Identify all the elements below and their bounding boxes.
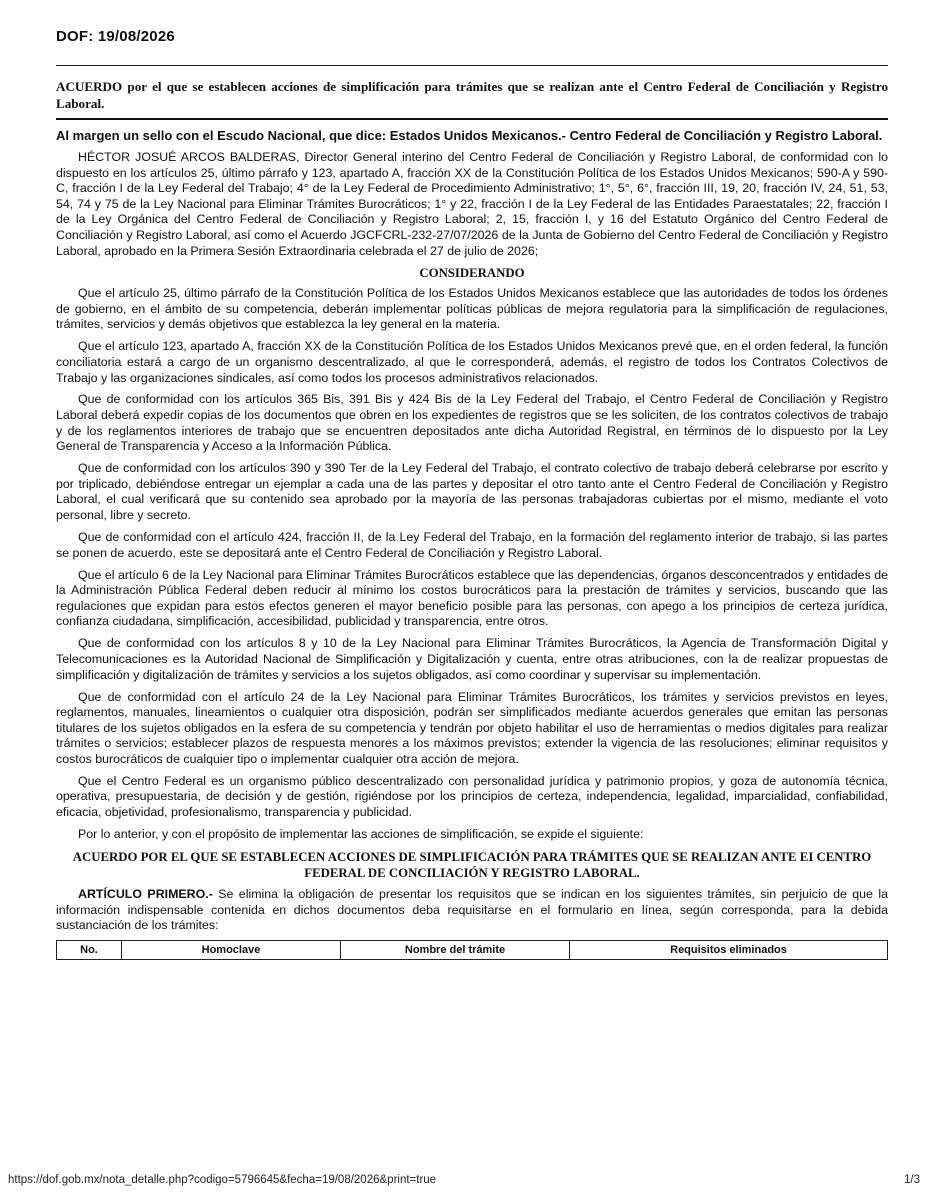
document-page xyxy=(56,28,888,960)
dof-date-header: DOF: 19/08/2026 xyxy=(56,28,175,45)
requirements-table xyxy=(56,940,888,960)
page-number: 1/3 xyxy=(904,1174,920,1186)
document-title: ACUERDO por el que se establecen acciones de simplificación para trámites que se realizan ante el Centro Federal de Conciliación y Registro Laboral. xyxy=(56,79,888,111)
col-header-homoclave: Homoclave xyxy=(122,941,341,960)
table-header-row xyxy=(57,941,888,960)
col-header-requisitos: Requisitos eliminados xyxy=(570,941,888,960)
considerando-paragraph: Que de conformidad con el artículo 24 de la Ley Nacional para Eliminar Trámites Burocráticos, los trámites y servicios previstos en leyes, reglamentos, manuales, lineamientos o cualquier otra disposición, podrán ser simplificados mediante acuerdos generales que emitan las personas titulares de los sujetos obligados en la esfera de su competencia y tendrán por objeto habilitar el uso de herramientas o medios digitales para realizar trámites o servicios; establecer plazos de respuesta menores a los máximos previstos; extender la vigencia de las resoluciones; eliminar requisitos y costos burocráticos de cualquier tipo o implementar cualquier otra acción de mejora. xyxy=(56,689,888,766)
considerando-paragraph: Que de conformidad con los artículos 390 y 390 Ter de la Ley Federal del Trabajo, el contrato colectivo de trabajo deberá celebrarse por escrito y por triplicado, debiéndose entregar un ejemplar a cada una de las partes y depositar el otro tanto ante el Centro Federal de Conciliación y Registro Laboral, el cual verificará que su contenido sea aprobado por la mayoría de las personas trabajadoras cubiertas por el mismo, mediante el voto personal, libre y secreto. xyxy=(56,461,888,523)
considerando-paragraph: Por lo anterior, y con el propósito de implementar las acciones de simplificación, se expide el siguiente: xyxy=(78,827,644,842)
considerando-paragraph: Que el artículo 123, apartado A, fracción XX de la Constitución Política de los Estados Unidos Mexicanos prevé que, en el orden federal, la función conciliatoria estará a cargo de un organismo descentralizado, al que le corresponderá, además, el registro de todos los Contratos Colectivos de Trabajo y las organizaciones sindicales, así como todos los procesos administrativos relacionados. xyxy=(56,339,888,385)
col-header-tramite: Nombre del trámite xyxy=(341,941,570,960)
col-header-no: No. xyxy=(57,941,122,960)
footer-url: https://dof.gob.mx/nota_detalle.php?codigo=5796645&fecha=19/08/2026&print=true xyxy=(8,1174,437,1186)
article-label: ARTÍCULO PRIMERO.- xyxy=(78,887,213,902)
considerando-paragraph: Que el artículo 25, último párrafo de la Constitución Política de los Estados Unidos Mexicanos establece que las autoridades de todos los órdenes de gobierno, en el ámbito de su competencia, deberán implementar políticas públicas de mejora regulatoria para la simplificación de regulaciones, trámites, servicios y demás objetivos que establezca la ley general en la materia. xyxy=(56,286,888,332)
considerando-heading: CONSIDERANDO xyxy=(419,265,525,280)
article-primero-paragraph xyxy=(56,887,888,934)
considerando-paragraph: Que de conformidad con los artículos 365 Bis, 391 Bis y 424 Bis de la Ley Federal del Trabajo, el Centro Federal de Conciliación y Registro Laboral deberá expedir copias de los documentos que obren en los expedientes de registros que se les soliciten, de los contratos colectivos de trabajo y de los reglamentos interiores de trabajo que se encuentren depositados ante dicha Autoridad Registral, en términos de lo dispuesto por la Ley General de Transparencia y Acceso a la Información Pública. xyxy=(56,392,888,454)
considerando-paragraph: Que el artículo 6 de la Ley Nacional para Eliminar Trámites Burocráticos establece que las dependencias, órganos desconcentrados y entidades de la Administración Pública Federal deben reducir al mínimo los costos burocráticos para la prestación de trámites y servicios, buscando que las regulaciones que expidan para estos efectos generen el mayor beneficio posible para las personas, con apego a los principios de certeza jurídica, confianza ciudadana, simplificación, accesibilidad, publicidad y transparencia, entre otros. xyxy=(56,567,888,629)
intro-paragraph: HÉCTOR JOSUÉ ARCOS BALDERAS, Director General interino del Centro Federal de Conciliación y Registro Laboral, de conformidad con lo dispuesto en los artículos 25, último párrafo y 123, apartado A, fracción XX de la Constitución Política de los Estados Unidos Mexicanos; 590-A y 590-C, fracción I de la Ley Federal del Trabajo; 4° de la Ley Federal de Procedimiento Administrativo; 1°, 5°, 6°, fracción III, 19, 20, fracción IV, 24, 51, 53, 54, 74 y 75 de la Ley Nacional para Eliminar Trámites Burocráticos; 1° y 22, fracción I de la Ley Federal de las Entidades Paraestatales; 22, fracción I de la Ley Orgánica del Centro Federal de Conciliación y Registro Laboral; 2, 15, fracción I, y 16 del Estatuto Orgánico del Centro Federal de Conciliación y Registro Laboral, así como el Acuerdo JGCFCRL-232-27/07/2026 de la Junta de Gobierno del Centro Federal de Conciliación y Registro Laboral, aprobado en la Primera Sesión Extraordinaria celebrada el 27 de julio de 2026; xyxy=(56,150,888,258)
article-text: Se elimina la obligación de presentar los requisitos que se indican en los siguientes trámites, sin perjuicio de que la información indispensable contenida en dichos documentos deba requisitarse en el formulario en línea, según corresponda, para la debida sustanciación de los trámites: xyxy=(56,887,888,933)
document-body xyxy=(56,150,888,934)
considerando-paragraph: Que de conformidad con el artículo 424, fracción II, de la Ley Federal del Trabajo, en la formación del reglamento interior de trabajo, si las partes se ponen de acuerdo, este se depositará ante el Centro Federal de Conciliación y Registro Laboral. xyxy=(56,530,888,560)
considerando-paragraph: Que de conformidad con los artículos 8 y 10 de la Ley Nacional para Eliminar Trámites Burocráticos, la Agencia de Transformación Digital y Telecomunicaciones es la Autoridad Nacional de Simplificación y Digitalización y cuenta, entre otras atribuciones, con la de realizar propuestas de simplificación y digitalización de trámites y servicios a los sujetos obligados, así como coordinar y supervisar su implementación. xyxy=(56,636,888,682)
considerando-paragraph: Que el Centro Federal es un organismo público descentralizado con personalidad jurídica y patrimonio propios, y goza de autonomía técnica, operativa, presupuestaria, de decisión y de gestión, rigiéndose por los principios de certeza, independencia, legalidad, imparcialidad, confiabilidad, eficacia, objetividad, profesionalismo, transparencia y publicidad. xyxy=(56,773,888,820)
acuerdo-heading: ACUERDO POR EL QUE SE ESTABLECEN ACCIONES DE SIMPLIFICACIÓN PARA TRÁMITES QUE SE REALIZAN ANTE EI CENTRO FEDERAL DE CONCILIACIÓN Y REGISTRO LABORAL. xyxy=(72,850,872,881)
seal-paragraph: Al margen un sello con el Escudo Nacional, que dice: Estados Unidos Mexicanos.- Centro Federal de Conciliación y Registro Laboral. xyxy=(56,128,883,143)
